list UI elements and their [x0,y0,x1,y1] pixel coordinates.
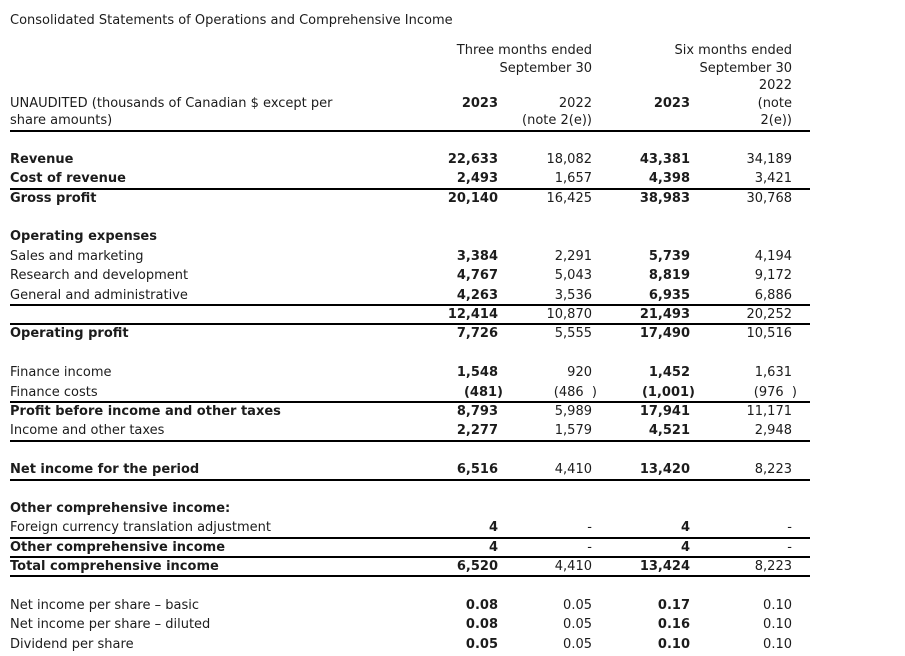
value-cell: (481) [463,384,503,400]
value-cell: 2,493 [456,171,498,187]
value-cell: 0.16 [657,617,690,633]
value-cell: 0.08 [465,617,498,633]
unaudited-label-line2: share amounts) [10,113,113,128]
row-pad [792,461,810,478]
unaudited-label-line1: UNAUDITED (thousands of Canadian $ except per [10,95,333,111]
value-cell: 4,767 [456,268,498,284]
row-label: Other comprehensive income: [10,500,231,516]
value-cell: 8,223 [754,462,792,478]
table-row [10,190,810,209]
column-header-2023-three-months [370,77,498,130]
value-cell: 4,263 [456,287,498,303]
value-cell: 1,631 [754,365,792,381]
value-cell: 7,726 [456,326,498,342]
unaudited-label-blank [10,77,370,95]
value-cell: 20,140 [447,190,498,206]
table-row [10,422,810,441]
table-row [10,558,810,577]
row-pad [792,151,810,170]
value-cell: 0.10 [657,636,690,652]
value-cell: 1,579 [554,423,592,439]
row-label: Finance income [10,365,112,381]
period-header-line: Six months ended [674,43,792,58]
value-cell: 38,983 [639,190,690,206]
table-row [10,364,810,383]
value-cell: 4 [488,539,498,555]
row-label: Research and development [10,268,189,284]
row-pad [792,364,810,383]
row-label: Profit before income and other taxes [10,403,281,419]
value-cell: 4 [488,520,498,536]
value-cell: 5,989 [554,403,592,419]
value-cell: 34,189 [746,151,792,167]
value-cell: 4,398 [648,171,690,187]
table-row [10,151,810,170]
table-row [10,228,810,247]
period-header-spacer [10,42,370,77]
value-cell: 3,421 [754,171,792,187]
value-cell [690,228,792,247]
table-row [10,384,810,403]
row-pad [792,248,810,267]
table-row [10,170,810,189]
table-row [10,539,810,558]
row-pad [792,170,810,187]
column-header-year: 2023 [653,95,690,111]
value-cell: 12,414 [447,307,498,323]
row-label: Net income for the period [10,462,200,478]
row-pad [792,519,810,536]
value-cell: 2,291 [554,248,592,264]
row-pad [792,500,810,519]
table-row [10,461,810,480]
column-header-note: (note [757,95,792,111]
value-cell: 11,171 [746,403,792,419]
row-label: Gross profit [10,190,97,206]
row-label: Finance costs [10,384,98,400]
value-cell: (1,001) [641,384,695,400]
row-pad [792,539,810,556]
value-cell: 10,516 [746,326,792,342]
value-cell: 9,172 [754,268,792,284]
column-header-year: 2023 [461,95,498,111]
row-label: Income and other taxes [10,423,165,439]
table-row [10,267,810,286]
value-cell: (976 ) [753,384,797,400]
value-cell [370,500,498,519]
value-cell: 920 [567,365,592,381]
period-header-row [10,42,810,77]
row-label: Cost of revenue [10,171,126,187]
column-header-2023-six-months [592,77,690,130]
value-cell [690,500,792,519]
row-pad [792,636,810,655]
table-body [10,132,810,656]
table-row [10,325,810,344]
row-label: Net income per share – basic [10,597,199,613]
row-label: General and administrative [10,287,188,303]
row-pad [792,306,810,323]
value-cell: 8,793 [456,403,498,419]
column-header-blank [370,77,498,95]
value-cell: 0.10 [763,597,792,613]
row-label: Operating expenses [10,229,157,245]
column-header-2022-three-months [498,77,592,130]
column-header-note: (note 2(e)) [522,113,592,128]
value-cell: 0.05 [563,636,592,652]
value-cell: 5,043 [554,268,592,284]
value-cell: 0.10 [763,617,792,633]
value-cell: - [587,539,592,555]
row-label: Operating profit [10,326,129,342]
row-spacer [10,442,810,461]
row-label: Sales and marketing [10,248,144,264]
value-cell: 0.05 [465,636,498,652]
column-header-2022-six-months [690,77,792,130]
period-header-three-months [370,42,592,77]
row-label: Other comprehensive income [10,539,226,555]
value-cell [592,500,690,519]
value-cell: 0.10 [763,636,792,652]
value-cell: 1,657 [554,171,592,187]
column-header-blank [498,77,592,95]
period-header-pad [792,42,810,77]
value-cell [592,228,690,247]
value-cell: 5,555 [554,326,592,342]
value-cell: 2,948 [754,423,792,439]
value-cell: 13,420 [639,462,690,478]
row-pad [792,558,810,575]
value-cell: 17,941 [639,403,690,419]
value-cell: 43,381 [639,151,690,167]
row-pad [792,403,810,422]
period-header-line: Three months ended [456,43,592,58]
row-spacer [10,132,810,151]
period-header-line: September 30 [499,60,592,76]
value-cell: 20,252 [746,307,792,323]
column-header-blank [592,112,690,130]
value-cell: 6,520 [456,559,498,575]
row-pad [792,287,810,304]
row-label: Total comprehensive income [10,559,219,575]
row-spacer [10,481,810,500]
value-cell: 16,425 [546,190,592,206]
value-cell: 3,384 [456,248,498,264]
row-label: Revenue [10,151,74,167]
value-cell: 4 [680,520,690,536]
row-spacer [10,209,810,228]
value-cell: 6,886 [754,287,792,303]
table-row [10,616,810,635]
table-row [10,306,810,325]
table-row [10,519,810,538]
value-cell: 8,223 [754,559,792,575]
value-cell: 4,521 [648,423,690,439]
period-header-line: September 30 [699,60,792,76]
row-pad [792,190,810,209]
row-label: Foreign currency translation adjustment [10,520,272,536]
column-header-row [10,77,810,130]
value-cell: 30,768 [746,190,792,206]
value-cell: 5,739 [648,248,690,264]
value-cell: 3,536 [554,287,592,303]
value-cell: 6,516 [456,462,498,478]
table-row [10,636,810,655]
value-cell: 2,277 [456,423,498,439]
statement-table [10,42,810,655]
table-row [10,597,810,616]
row-pad [792,325,810,344]
row-label: Net income per share – diluted [10,617,211,633]
row-label [10,306,370,323]
statement-title: Consolidated Statements of Operations and Comprehensive Income [10,13,453,28]
row-pad [792,422,810,439]
value-cell: 22,633 [447,151,498,167]
value-cell: 0.05 [563,597,592,613]
unaudited-label [10,77,370,130]
table-row [10,500,810,519]
value-cell: 13,424 [639,559,690,575]
value-cell: 0.05 [563,617,592,633]
value-cell: - [787,539,792,555]
value-cell: 4,194 [754,248,792,264]
row-pad [792,616,810,635]
value-cell: 0.08 [465,597,498,613]
row-spacer [10,577,810,596]
column-header-blank [592,77,690,95]
value-cell: 1,548 [456,365,498,381]
row-pad [792,267,810,286]
value-cell: 18,082 [546,151,592,167]
value-cell [498,228,592,247]
column-header-blank [370,112,498,130]
column-header-pad [792,77,810,130]
value-cell: 21,493 [639,307,690,323]
row-pad [792,228,810,247]
table-row [10,287,810,306]
period-header-six-months [592,42,792,77]
value-cell: 4 [680,539,690,555]
value-cell: 4,410 [554,462,592,478]
value-cell: - [587,520,592,536]
table-row [10,403,810,422]
value-cell [370,228,498,247]
value-cell: 17,490 [639,326,690,342]
value-cell: 4,410 [554,559,592,575]
table-row [10,248,810,267]
value-cell: 0.17 [657,597,690,613]
row-label: Dividend per share [10,636,134,652]
row-pad [792,597,810,616]
value-cell [498,500,592,519]
column-header-year: 2022 [558,95,592,111]
value-cell: (486 ) [553,384,597,400]
value-cell: 6,935 [648,287,690,303]
value-cell: - [787,520,792,536]
row-spacer [10,345,810,364]
column-header-note: 2(e)) [760,113,792,128]
column-header-year: 2022 [758,78,792,93]
value-cell: 8,819 [648,268,690,284]
value-cell: 10,870 [546,307,592,323]
value-cell: 1,452 [648,365,690,381]
